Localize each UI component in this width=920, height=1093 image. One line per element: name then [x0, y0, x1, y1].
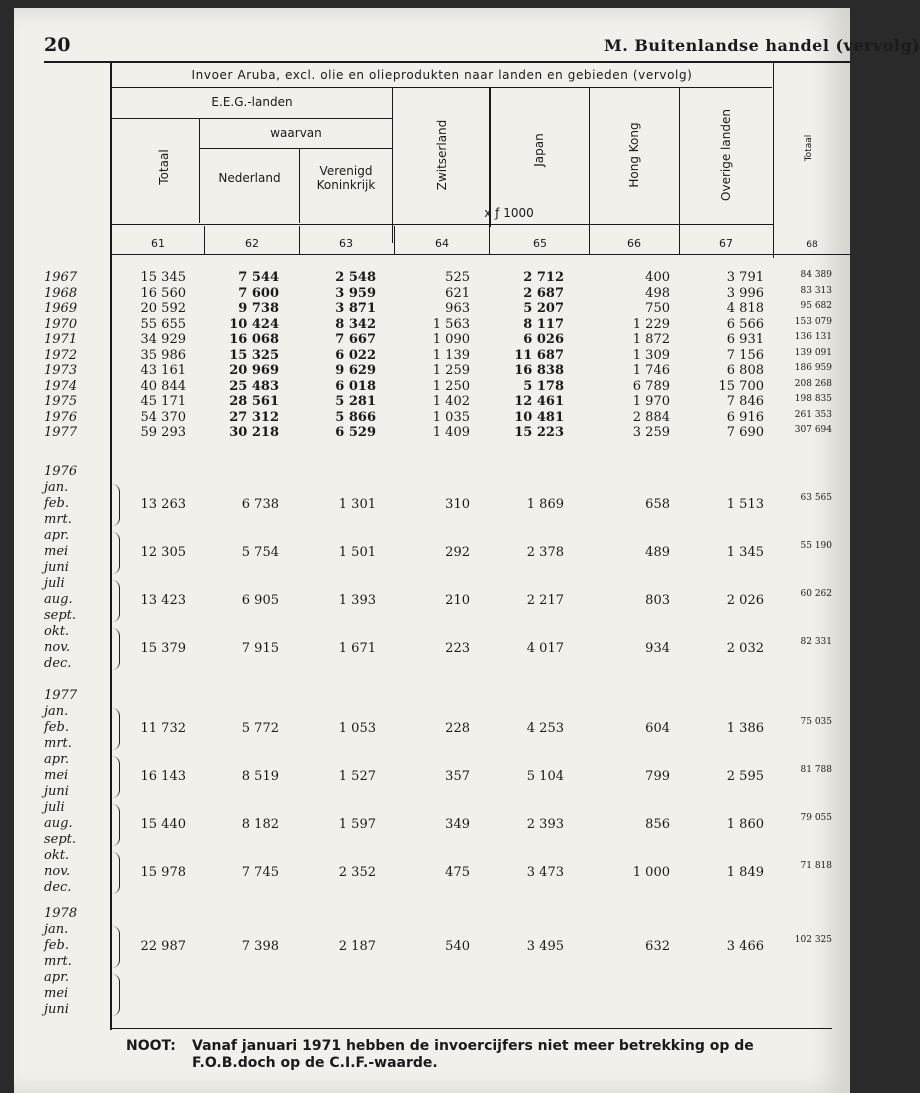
table-cell: 856 [645, 817, 670, 832]
quarter-brace [111, 628, 120, 670]
table-cell: 15 978 [140, 865, 186, 880]
table-cell: 7 544 [238, 270, 279, 285]
table-cell: 16 143 [140, 769, 186, 784]
col-number: 62 [245, 237, 259, 250]
table-cell: 8 182 [241, 817, 279, 832]
block-year: 1977 [44, 688, 78, 703]
table-cell: 1 671 [338, 641, 376, 656]
table-cell: 15 440 [140, 817, 186, 832]
table-cell: 10 481 [514, 409, 564, 425]
month-label: mei [44, 986, 69, 1001]
waarvan-header: waarvan [270, 126, 322, 140]
table-cell: 1 309 [632, 347, 670, 363]
table-cell: 1 970 [632, 394, 670, 409]
table-cell: 63 565 [800, 493, 832, 503]
table-cell: 9 629 [335, 363, 376, 378]
table-cell: 1 860 [726, 817, 764, 832]
table-cell: 136 131 [794, 332, 832, 342]
page [14, 8, 920, 1093]
table-cell: 400 [645, 270, 670, 285]
table-cell: 6 026 [523, 332, 564, 347]
table-cell: 292 [445, 545, 470, 560]
table-cell: 25 483 [229, 378, 279, 394]
month-label: jan. [44, 480, 69, 495]
row-year: 1969 [44, 301, 78, 316]
table-cell: 6 022 [335, 347, 376, 363]
quarter-brace [111, 974, 120, 1016]
col-number: 67 [719, 237, 733, 250]
month-label: juni [44, 1002, 69, 1017]
month-label: juni [44, 560, 69, 575]
block-year: 1978 [44, 906, 78, 921]
month-label: mrt. [44, 512, 72, 527]
table-cell: 7 846 [726, 394, 764, 409]
table-cell: 6 566 [726, 316, 764, 332]
top-rule [44, 61, 850, 63]
table-cell: 1 250 [432, 378, 470, 394]
month-label: okt. [44, 624, 70, 639]
table-cell: 15 345 [140, 270, 186, 285]
table-cell: 35 986 [140, 347, 186, 363]
table-cell: 1 597 [338, 817, 376, 832]
table-cell: 1 386 [726, 721, 764, 736]
table-cell: 54 370 [140, 409, 186, 425]
col-header-totaal-2: Totaal [804, 134, 814, 162]
row-year: 1967 [44, 270, 78, 285]
table-cell: 1 849 [726, 865, 764, 880]
unit-label: x ƒ 1000 [484, 206, 534, 220]
table-cell: 20 969 [229, 363, 279, 378]
table-cell: 60 262 [800, 589, 832, 599]
table-cell: 1 035 [432, 409, 470, 425]
month-label: aug. [44, 816, 73, 831]
table-cell: 2 378 [526, 545, 564, 560]
table-cell: 3 996 [726, 285, 764, 301]
table-cell: 13 423 [140, 593, 186, 608]
divider [589, 87, 590, 227]
month-label: jan. [44, 704, 69, 719]
month-label: sept. [44, 608, 77, 623]
table-cell: 1 746 [632, 363, 670, 378]
table-cell: 6 916 [726, 409, 764, 425]
month-label: juli [44, 576, 65, 591]
table-cell: 604 [645, 721, 670, 736]
table-cell: 1 402 [432, 394, 470, 409]
col-header-totaal: Totaal [157, 149, 171, 185]
table-cell: 82 331 [800, 637, 832, 647]
divider [589, 226, 590, 254]
divider [112, 254, 850, 255]
table-cell: 7 156 [726, 347, 764, 363]
table-cell: 2 026 [726, 593, 764, 608]
table-cell: 12 461 [514, 394, 564, 409]
block-year: 1976 [44, 464, 78, 479]
table-cell: 621 [445, 285, 470, 301]
table-cell: 5 281 [335, 394, 376, 409]
table-cell: 8 519 [241, 769, 279, 784]
table-cell: 75 035 [800, 717, 832, 727]
table-cell: 16 838 [514, 363, 564, 378]
bottom-rule [112, 1028, 832, 1029]
table-cell: 1 501 [338, 545, 376, 560]
table-cell: 5 104 [526, 769, 564, 784]
table-cell: 3 791 [726, 270, 764, 285]
table-cell: 3 959 [335, 285, 376, 301]
table-cell: 2 217 [526, 593, 564, 608]
col-header-verenigd-koninkrijk: Verenigd Koninkrijk [316, 164, 376, 192]
quarter-brace [111, 852, 120, 894]
table-cell: 3 259 [632, 425, 670, 440]
table-cell: 84 389 [800, 270, 832, 280]
table-cell: 13 263 [140, 497, 186, 512]
table-cell: 5 772 [241, 721, 279, 736]
table-cell: 5 178 [523, 378, 564, 394]
table-cell: 210 [445, 593, 470, 608]
month-label: apr. [44, 528, 69, 543]
table-cell: 11 687 [514, 347, 564, 363]
table-cell: 963 [445, 301, 470, 316]
month-label: juli [44, 800, 65, 815]
section-title: M. Buitenlandse handel (vervolg) [604, 36, 920, 55]
table-cell: 7 600 [238, 285, 279, 301]
table-cell: 475 [445, 865, 470, 880]
month-label: mrt. [44, 736, 72, 751]
table-cell: 1 301 [338, 497, 376, 512]
table-cell: 12 305 [140, 545, 186, 560]
month-label: nov. [44, 864, 71, 879]
table-cell: 10 424 [229, 316, 279, 332]
quarter-brace [111, 926, 120, 968]
month-label: feb. [44, 938, 69, 953]
table-cell: 228 [445, 721, 470, 736]
table-cell: 934 [645, 641, 670, 656]
table-cell: 1 409 [432, 425, 470, 440]
note-label: NOOT: [126, 1038, 176, 1054]
divider [199, 148, 392, 149]
table-cell: 6 789 [632, 378, 670, 394]
row-year: 1973 [44, 363, 78, 378]
table-cell: 20 592 [140, 301, 186, 316]
quarter-brace [111, 804, 120, 846]
quarter-brace [111, 708, 120, 750]
month-label: okt. [44, 848, 70, 863]
table-cell: 3 871 [335, 301, 376, 316]
table-cell: 4 818 [726, 301, 764, 316]
page-number: 20 [44, 34, 71, 56]
col-header-nederland: Nederland [218, 171, 281, 185]
col-number: 61 [151, 237, 165, 250]
divider [299, 226, 300, 254]
table-cell: 1 229 [632, 316, 670, 332]
table-cell: 658 [645, 497, 670, 512]
divider [679, 87, 680, 227]
divider [392, 87, 393, 243]
table-cell: 8 117 [523, 316, 564, 332]
table-cell: 7 667 [335, 332, 376, 347]
table-cell: 102 325 [794, 935, 832, 945]
col-header-japan: Japan [532, 133, 546, 167]
table-cell: 8 342 [335, 316, 376, 332]
table-cell: 7 690 [726, 425, 764, 440]
table-cell: 83 313 [800, 285, 832, 296]
month-label: mei [44, 768, 69, 783]
table-cell: 5 866 [335, 409, 376, 425]
table-cell: 3 466 [726, 939, 764, 954]
table-cell: 750 [645, 301, 670, 316]
table-cell: 40 844 [140, 378, 186, 394]
table-cell: 223 [445, 641, 470, 656]
month-label: nov. [44, 640, 71, 655]
row-year: 1974 [44, 378, 78, 394]
table-cell: 525 [445, 270, 470, 285]
table-cell: 71 818 [800, 861, 832, 871]
table-cell: 357 [445, 769, 470, 784]
row-year: 1971 [44, 332, 78, 347]
month-label: mei [44, 544, 69, 559]
col-number: 66 [627, 237, 641, 250]
table-cell: 15 379 [140, 641, 186, 656]
divider [112, 87, 772, 88]
table-cell: 2 595 [726, 769, 764, 784]
month-label: apr. [44, 970, 69, 985]
table-cell: 310 [445, 497, 470, 512]
table-cell: 139 091 [794, 347, 832, 358]
table-cell: 1 259 [432, 363, 470, 378]
quarter-brace [111, 532, 120, 574]
month-label: feb. [44, 720, 69, 735]
col-number: 68 [806, 240, 818, 250]
row-year: 1975 [44, 394, 78, 409]
month-label: mrt. [44, 954, 72, 969]
table-cell: 15 223 [514, 425, 564, 440]
table-cell: 6 808 [726, 363, 764, 378]
note-line-2: F.O.B.doch op de C.I.F.-waarde. [192, 1055, 438, 1071]
table-cell: 2 884 [632, 409, 670, 425]
table-cell: 3 495 [526, 939, 564, 954]
table-cell: 6 529 [335, 425, 376, 440]
table-cell: 6 738 [241, 497, 279, 512]
table-cell: 2 032 [726, 641, 764, 656]
footnote [126, 1038, 754, 1072]
table-cell: 2 187 [338, 939, 376, 954]
month-label: aug. [44, 592, 73, 607]
table-cell: 540 [445, 939, 470, 954]
table-cell: 186 959 [794, 363, 832, 373]
table-cell: 59 293 [140, 425, 186, 440]
table-cell: 81 788 [800, 765, 832, 775]
table-cell: 4 253 [526, 721, 564, 736]
month-label: apr. [44, 752, 69, 767]
table-cell: 5 207 [523, 301, 564, 316]
col-header-overige-landen: Overige landen [719, 109, 733, 201]
table-cell: 1 872 [632, 332, 670, 347]
table-cell: 34 929 [140, 332, 186, 347]
month-label: sept. [44, 832, 77, 847]
note-line-1: Vanaf januari 1971 hebben de invoercijfers niet meer betrekking op de [192, 1038, 754, 1054]
table-cell: 1 393 [338, 593, 376, 608]
table-cell: 79 055 [800, 813, 832, 823]
divider [394, 226, 395, 254]
table-cell: 1 527 [338, 769, 376, 784]
table-cell: 1 090 [432, 332, 470, 347]
divider [679, 226, 680, 254]
table-cell: 2 712 [523, 270, 564, 285]
col-number: 64 [435, 237, 449, 250]
table-cell: 30 218 [229, 425, 279, 440]
quarter-brace [111, 484, 120, 526]
table-cell: 5 754 [241, 545, 279, 560]
divider [773, 226, 774, 254]
table-cell: 153 079 [794, 316, 832, 327]
table-cell: 45 171 [140, 394, 186, 409]
table-cell: 6 931 [726, 332, 764, 347]
row-year: 1968 [44, 285, 78, 301]
table-cell: 22 987 [140, 939, 186, 954]
table-cell: 498 [645, 285, 670, 301]
table-cell: 7 915 [241, 641, 279, 656]
col-number: 63 [339, 237, 353, 250]
table-cell: 1 513 [726, 497, 764, 512]
table-cell: 43 161 [140, 363, 186, 378]
eeg-group-header: E.E.G.-landen [211, 95, 293, 109]
table-cell: 27 312 [229, 409, 279, 425]
table-cell: 55 190 [800, 541, 832, 551]
table-cell: 95 682 [800, 301, 832, 311]
table-cell: 307 694 [794, 425, 832, 435]
table-cell: 208 268 [794, 378, 832, 389]
table-cell: 3 473 [526, 865, 564, 880]
table-cell: 632 [645, 939, 670, 954]
table-cell: 198 835 [794, 394, 832, 404]
table-cell: 261 353 [794, 409, 832, 420]
table-cell: 7 398 [241, 939, 279, 954]
table-title: Invoer Aruba, excl. olie en olieprodukten naar landen en gebieden (vervolg) [191, 68, 693, 82]
col-header-hong-kong: Hong Kong [627, 122, 641, 188]
month-label: jan. [44, 922, 69, 937]
table-cell: 1 139 [432, 347, 470, 363]
table-cell: 28 561 [229, 394, 279, 409]
table-cell: 2 687 [523, 285, 564, 301]
table-cell: 803 [645, 593, 670, 608]
table-cell: 15 325 [229, 347, 279, 363]
divider [489, 226, 490, 254]
col-header-zwitserland: Zwitserland [435, 119, 449, 191]
row-year: 1977 [44, 425, 78, 440]
row-year: 1970 [44, 316, 78, 332]
month-label: feb. [44, 496, 69, 511]
month-label: juni [44, 784, 69, 799]
table-cell: 15 700 [718, 378, 764, 394]
table-cell: 2 393 [526, 817, 564, 832]
row-year: 1976 [44, 409, 78, 425]
table-cell: 489 [645, 545, 670, 560]
table-cell: 1 563 [432, 316, 470, 332]
table-cell: 6 905 [241, 593, 279, 608]
table-cell: 799 [645, 769, 670, 784]
table-cell: 11 732 [140, 721, 186, 736]
month-label: dec. [44, 656, 72, 671]
table-cell: 2 352 [338, 865, 376, 880]
col-number: 65 [533, 237, 547, 250]
divider [112, 118, 392, 119]
table-cell: 1 053 [338, 721, 376, 736]
table-cell: 55 655 [140, 316, 186, 332]
table-cell: 16 068 [229, 332, 279, 347]
month-label: dec. [44, 880, 72, 895]
divider [204, 226, 205, 254]
table-cell: 16 560 [140, 285, 186, 301]
table-cell: 4 017 [526, 641, 564, 656]
table-cell: 6 018 [335, 378, 376, 394]
table-cell: 7 745 [241, 865, 279, 880]
table-cell: 1 000 [632, 865, 670, 880]
quarter-brace [111, 580, 120, 622]
table-cell: 1 869 [526, 497, 564, 512]
quarter-brace [111, 756, 120, 798]
table-cell: 349 [445, 817, 470, 832]
row-year: 1972 [44, 347, 78, 363]
divider [112, 224, 774, 225]
table-cell: 2 548 [335, 270, 376, 285]
table-cell: 9 738 [238, 301, 279, 316]
table-cell: 1 345 [726, 545, 764, 560]
